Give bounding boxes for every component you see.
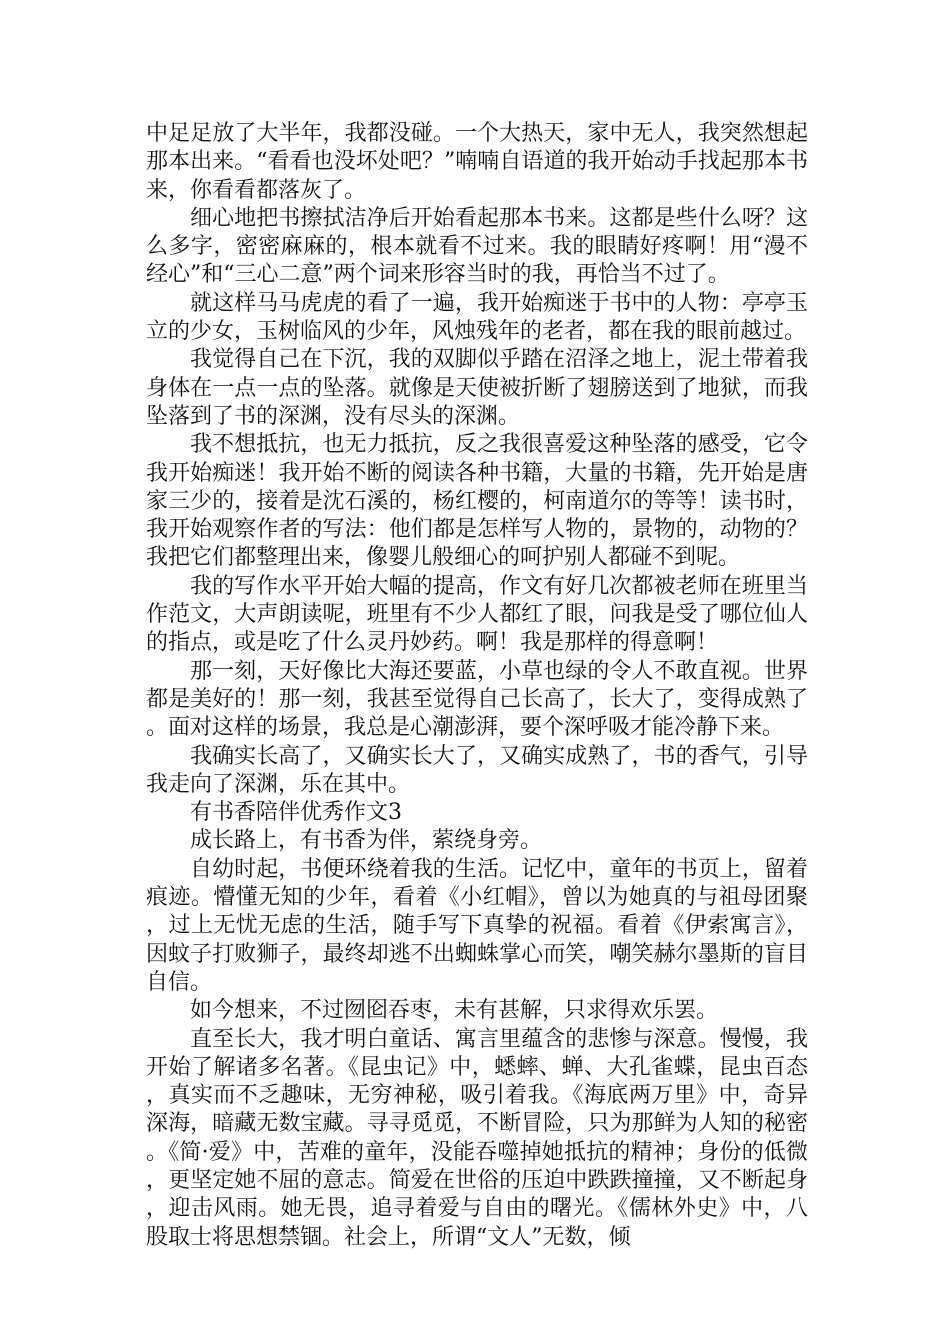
- paragraph-11: 如今想来，不过囫囵吞枣，未有甚解，只求得欢乐罢。: [190, 998, 719, 1024]
- paragraph-1: 中足足放了大半年，我都没碰。一个大热天，家中无人，我突然想起那本出来。“看看也没坏处吧？”喃喃自语道的我开始动手找起那本书来，你看看都落灰了。: [146, 121, 808, 203]
- document-page: [146, 120, 808, 1252]
- paragraph-4: 我觉得自己在下沉，我的双脚似乎踏在沼泽之地上，泥土带着我身体在一点一点的坠落。就像是天使被折断了翅膀送到了地狱，而我坠落到了书的深渊，没有尽头的深渊。: [146, 347, 808, 429]
- paragraph-12: 直至长大，我才明白童话、寓言里蕴含的悲惨与深意。慢慢，我开始了解诸多名著。《昆虫记》中，蟋蟀、蝉、大孔雀蝶，昆虫百态，真实而不乏趣味，无穷神秘，吸引着我。《海底两万里》中，奇异深海，暗藏无数宝藏。寻寻觅觅，不断冒险，只为那鲜为人知的秘密。《简·爱》中，苦难的童年，没能吞噬掉她抵抗的精神；身份的低微，更坚定她不屈的意志。简爱在世俗的压迫中跌跌撞撞，又不断起身，迎击风雨。她无畏，追寻着爱与自由的曙光。《儒林外史》中，八股取士将思想禁锢。社会上，所谓“文人”无数，倾: [146, 1026, 808, 1250]
- section-heading: 有书香陪伴优秀作文3: [190, 800, 402, 826]
- paragraph-8: 我确实长高了，又确实长大了，又确实成熟了，书的香气，引导我走向了深渊，乐在其中。: [146, 743, 808, 797]
- paragraph-9: 成长路上，有书香为伴，萦绕身旁。: [190, 828, 543, 854]
- paragraph-6: 我的写作水平开始大幅的提高，作文有好几次都被老师在班里当作范文，大声朗读呢，班里有不少人都红了眼，问我是受了哪位仙人的指点，或是吃了什么灵丹妙药。啊！我是那样的得意啊！: [146, 573, 808, 656]
- paragraph-2: 细心地把书擦拭洁净后开始看起那本书来。这都是些什么呀？这么多字，密密麻麻的，根本就看不过来。我的眼睛好疼啊！用“漫不经心”和“三心二意”两个词来形容当时的我，再恰当不过了。: [146, 205, 808, 288]
- paragraph-3: 就这样马马虎虎的看了一遍，我开始痴迷于书中的人物：亭亭玉立的少女，玉树临风的少年，风烛残年的老者，都在我的眼前越过。: [146, 290, 808, 345]
- paragraph-10: 自幼时起，书便环绕着我的生活。记忆中，童年的书页上，留着痕迹。懵懂无知的少年，看着《小红帽》，曾以为她真的与祖母团聚，过上无忧无虑的生活，随手写下真挚的祝福。看着《伊索寓言》，因蚊子打败狮子，最终却逃不出蜘蛛掌心而笑，嘲笑赫尔墨斯的盲目自信。: [146, 856, 808, 995]
- paragraph-7: 那一刻，天好像比大海还要蓝，小草也绿的令人不敢直视。世界都是美好的！那一刻，我甚至觉得自己长高了，长大了，变得成熟了。面对这样的场景，我总是心潮澎湃，要个深呼吸才能冷静下来。: [146, 658, 808, 741]
- paragraph-5: 我不想抵抗，也无力抵抗，反之我很喜爱这种坠落的感受，它令我开始痴迷！我开始不断的阅读各种书籍，大量的书籍，先开始是唐家三少的，接着是沈石溪的，杨红樱的，柯南道尔的等等！读书时，我开始观察作者的写法：他们都是怎样写人物的，景物的，动物的？我把它们都整理出来，像婴儿般细心的呵护别人都碰不到呢。: [146, 432, 808, 571]
